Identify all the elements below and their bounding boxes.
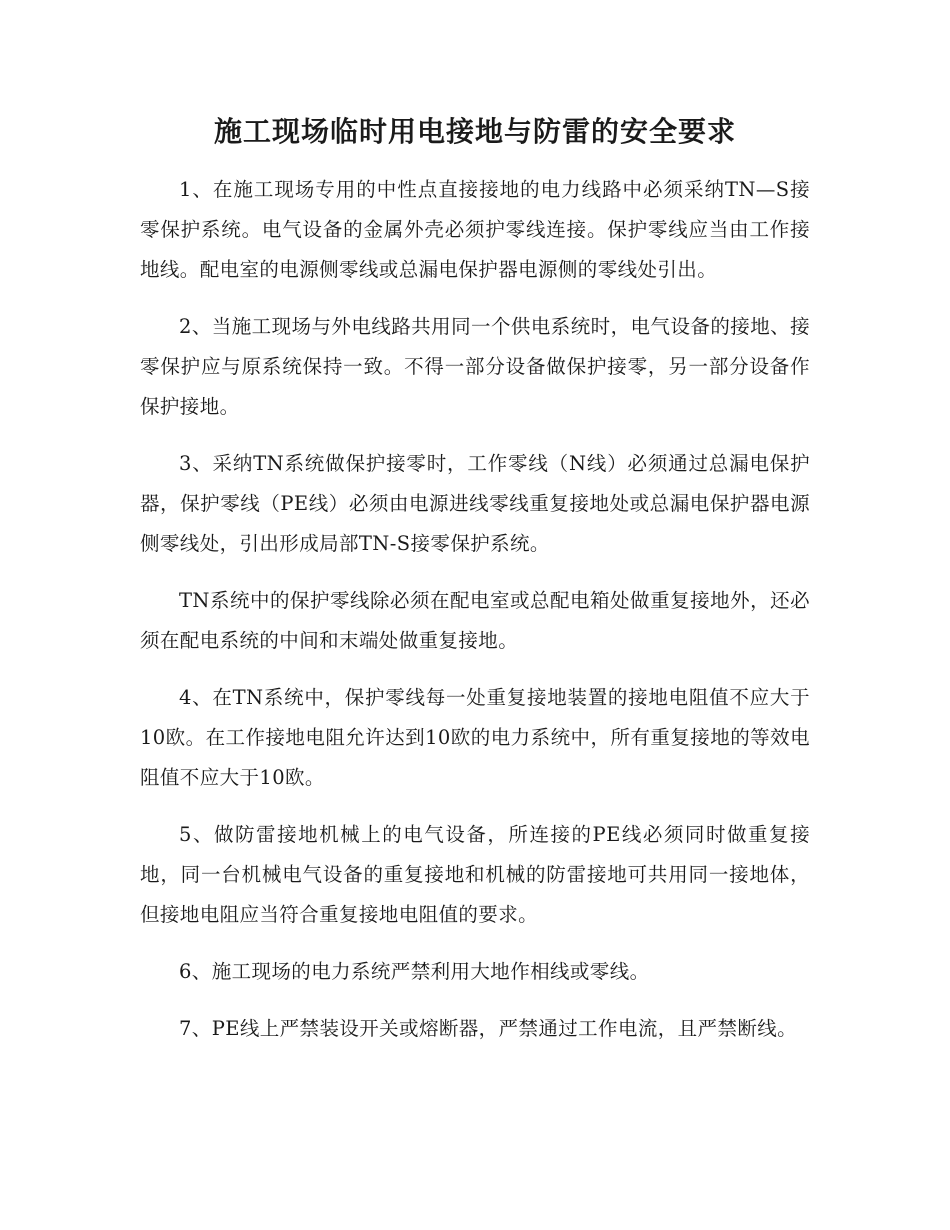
paragraph-2: 2、当施工现场与外电线路共用同一个供电系统时，电气设备的接地、接零保护应与原系统保持一致。不得一部分设备做保护接零，另一部分设备作保护接地。 [140,315,810,418]
paragraph-7: 7、PE线上严禁装设开关或熔断器，严禁通过工作电流，且严禁断线。 [179,1017,798,1040]
paragraph-3-note: TN系统中的保护零线除必须在配电室或总配电箱处做重复接地外，还必须在配电系统的中间和末端处做重复接地。 [140,589,810,652]
paragraph-4: 4、在TN系统中，保护零线每一处重复接地装置的接地电阻值不应大于10欧。在工作接地电阻允许达到10欧的电力系统中，所有重复接地的等效电阻值不应大于10欧。 [140,686,810,789]
paragraph-3: 3、采纳TN系统做保护接零时，工作零线（N线）必须通过总漏电保护器，保护零线（PE线）必须由电源进线零线重复接地处或总漏电保护器电源侧零线处，引出形成局部TN-S接零保护系统。 [140,452,810,555]
paragraph-1: 1、在施工现场专用的中性点直接接地的电力线路中必须采纳TN—S接零保护系统。电气设备的金属外壳必须护零线连接。保护零线应当由工作接地线。配电室的电源侧零线或总漏电保护器电源侧的零线处引出。 [140,178,810,281]
document-title: 施工现场临时用电接地与防雷的安全要求 [213,115,736,148]
paragraph-5: 5、做防雷接地机械上的电气设备，所连接的PE线必须同时做重复接地，同一台机械电气设备的重复接地和机械的防雷接地可共用同一接地体，但接地电阻应当符合重复接地电阻值的要求。 [140,823,810,926]
paragraph-6: 6、施工现场的电力系统严禁利用大地作相线或零线。 [179,960,650,983]
